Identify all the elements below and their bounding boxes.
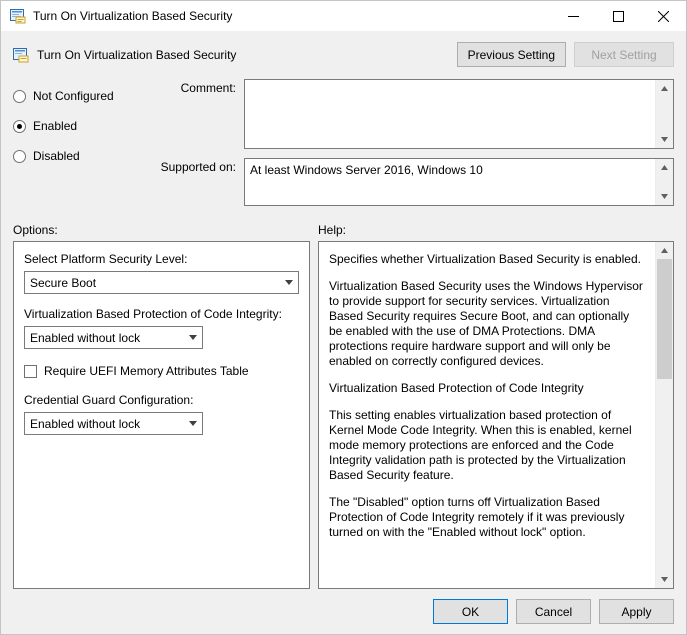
ok-button[interactable]: OK [433,599,508,624]
supported-on-textbox[interactable] [244,158,674,206]
options-content [14,242,309,588]
dialog-footer [1,589,686,634]
setting-title: Turn On Virtualization Based Security [37,47,237,62]
supported-on-row [141,158,674,206]
help-paragraph: Specifies whether Virtualization Based Security is enabled. [329,252,641,266]
help-paragraph: Virtualization Based Protection of Code Integrity [329,381,584,395]
close-button[interactable] [641,1,686,31]
panel-labels [1,215,686,241]
supported-on-scrollbar[interactable] [655,159,673,205]
comment-label: Comment: [180,81,236,95]
radio-not-configured[interactable] [13,85,141,107]
help-panel [318,241,674,589]
uefi-memory-attributes-checkbox[interactable] [24,362,299,380]
radio-disabled[interactable] [13,145,141,167]
apply-button[interactable]: Apply [599,599,674,624]
help-paragraph: Virtualization Based Security uses the Windows Hypervisor to provide support for security services. Virtualization Based Security requires Secure Boot, and can optionally be enabled with the use of DMA Protections. DMA protections require hardware support and will only be enabled on correctly configured devices. [329,279,643,368]
platform-security-level-dropdown[interactable] [24,271,299,294]
options-panel [13,241,310,589]
credential-guard-label: Credential Guard Configuration: [24,393,194,407]
setting-fields [141,79,674,215]
comment-textbox[interactable] [244,79,674,149]
title-bar [1,1,686,32]
setting-state-area [1,75,686,215]
cancel-button[interactable]: Cancel [516,599,591,624]
scroll-up-icon[interactable] [656,159,673,176]
chevron-down-icon[interactable] [280,272,298,293]
checkbox-icon [24,365,37,378]
scroll-track[interactable] [656,379,673,571]
comment-row [141,79,674,149]
radio-mark-icon [13,90,26,103]
radio-mark-icon [13,150,26,163]
platform-security-level-label: Select Platform Security Level: [24,252,188,266]
supported-on-value: At least Windows Server 2016, Windows 10 [250,163,483,177]
scroll-down-icon[interactable] [656,571,673,588]
chevron-down-icon[interactable] [184,327,202,348]
options-section-label: Options: [13,223,58,237]
scroll-up-icon[interactable] [656,80,673,97]
help-paragraph: This setting enables virtualization based protection of Kernel Mode Code Integrity. When this is enabled, kernel mode memory protections are enforced and the Code Integrity validation path is protected by the Virtualization Based Security feature. [329,408,632,482]
comment-scrollbar[interactable] [655,80,673,148]
radio-label: Not Configured [33,89,114,103]
credential-guard-value: Enabled without lock [30,416,141,431]
scroll-track[interactable] [656,176,673,188]
radio-mark-icon [13,120,26,133]
uefi-memory-attributes-label: Require UEFI Memory Attributes Table [44,364,249,378]
code-integrity-value: Enabled without lock [30,330,141,345]
policy-editor-icon [10,8,26,24]
radio-label: Enabled [33,119,78,133]
radio-label: Disabled [33,149,80,163]
help-section-label: Help: [318,223,347,237]
maximize-button[interactable] [596,1,641,31]
setting-header [1,32,686,75]
help-scrollbar[interactable] [655,242,673,588]
scroll-down-icon[interactable] [656,131,673,148]
window-controls [551,1,686,31]
credential-guard-dropdown[interactable] [24,412,203,435]
previous-setting-button[interactable]: Previous Setting [457,42,566,67]
scroll-down-icon[interactable] [656,188,673,205]
chevron-down-icon[interactable] [184,413,202,434]
state-radio-group [13,79,141,215]
platform-security-level-value: Secure Boot [30,275,97,290]
comment-input[interactable] [245,80,655,148]
help-paragraph: The "Disabled" option turns off Virtualization Based Protection of Code Integrity remotely if it was previously turned on with the "Enabled without lock" option. [329,495,625,539]
supported-on-label: Supported on: [160,160,236,174]
code-integrity-label: Virtualization Based Protection of Code Integrity: [24,307,282,321]
help-content [319,242,655,588]
next-setting-button: Next Setting [574,42,674,67]
scroll-thumb[interactable] [657,259,672,379]
minimize-button[interactable] [551,1,596,31]
window-title: Turn On Virtualization Based Security [33,9,233,23]
panels-container [1,241,686,589]
setting-nav-buttons [457,42,674,67]
code-integrity-dropdown[interactable] [24,326,203,349]
scroll-up-icon[interactable] [656,242,673,259]
policy-setting-icon [13,47,29,63]
radio-enabled[interactable] [13,115,141,137]
scroll-track[interactable] [656,97,673,131]
